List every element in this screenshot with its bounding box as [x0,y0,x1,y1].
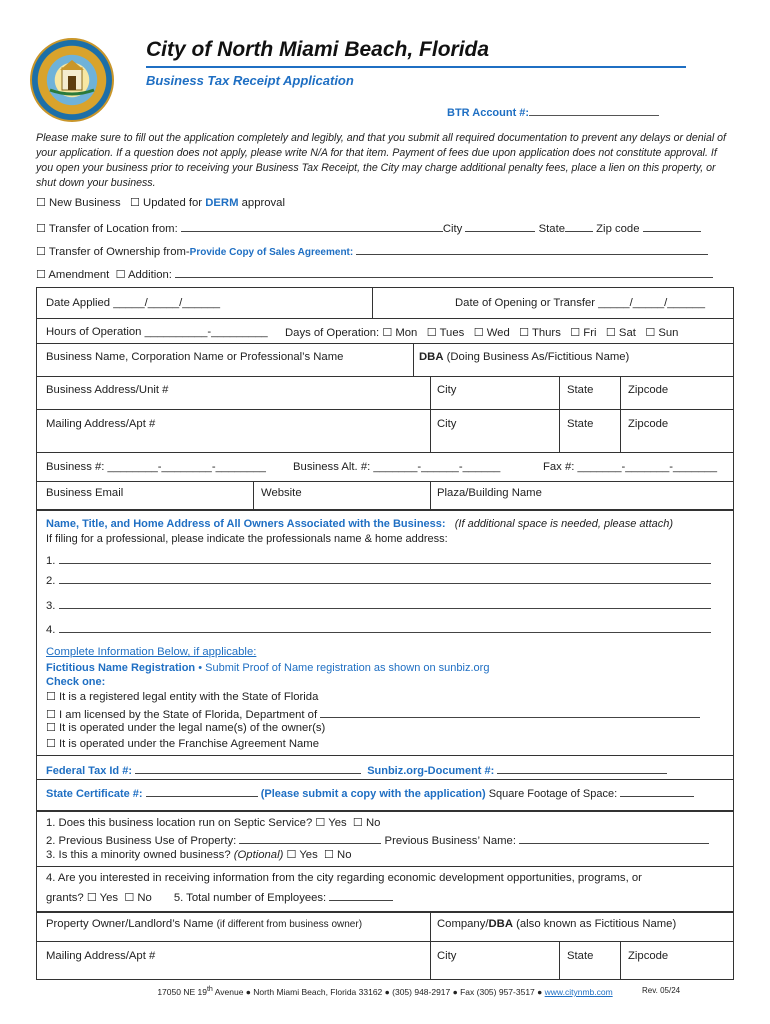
grants-label: grants? [46,892,84,904]
owner-input-2[interactable] [59,572,711,584]
septic-yes-checkbox[interactable]: ☐ [315,816,326,829]
table-divider [620,376,621,452]
owner-state-field[interactable]: State [567,950,594,962]
table-divider [36,376,734,377]
septic-no-checkbox[interactable]: ☐ [352,816,363,829]
company-dba-field[interactable] [437,918,676,930]
plaza-field[interactable]: Plaza/Building Name [437,487,542,499]
mon-checkbox[interactable]: ☐ [382,326,393,339]
mailing-city-field[interactable]: City [437,418,457,430]
mailing-address-field[interactable]: Mailing Address/Apt # [46,418,156,430]
transfer-location-row [36,220,701,235]
entity-label-3: It is operated under the legal name(s) of the owner(s) [59,722,326,734]
property-owner-field[interactable] [46,918,362,930]
department-input[interactable] [320,706,700,718]
transfer-ownership-input[interactable] [356,243,708,255]
submit-copy-label: (Please submit a copy with the application) [260,788,486,800]
dba-desc: (Doing Business As/Fictitious Name) [446,351,630,363]
transfer-zip-input[interactable] [643,220,701,232]
question-4-row [46,889,393,904]
addition-checkbox[interactable]: ☐ [115,268,126,281]
section-divider [36,866,734,867]
btr-account-label: BTR Account #: [447,107,530,119]
submit-proof-label: Submit Proof of Name registration as shown on sunbiz.org [205,662,490,674]
transfer-ownership-row [36,243,708,258]
entity-label-4: It is operated under the Franchise Agreement Name [59,738,319,750]
new-business-label: New Business [49,197,121,209]
table-divider [559,941,560,980]
sunbiz-label: Sunbiz.org-Document #: [367,765,495,777]
transfer-state-label: State [538,223,566,235]
optional-label: (Optional) [233,849,284,861]
entity-option-2[interactable] [46,706,700,721]
previous-name-input[interactable] [519,832,709,844]
fri-checkbox[interactable]: ☐ [570,326,581,339]
footer-contact: Avenue ● North Miami Beach, Florida 33162 ● (305) 948-2917 ● Fax (305) 957-3517 ● [214,986,543,997]
footer-website-link[interactable]: www.citynmb.com [544,986,613,997]
entity-option-3[interactable] [46,721,325,734]
table-divider [36,452,734,453]
hours-field[interactable]: Hours of Operation __________-_________ [46,326,268,338]
sun-label: Sun [658,327,679,339]
section-divider [36,755,734,756]
mon-label: Mon [395,327,418,339]
tues-checkbox[interactable]: ☐ [426,326,437,339]
table-divider [36,343,734,344]
entity-label-1: It is a registered legal entity with the State of Florida [59,691,319,703]
transfer-city-input[interactable] [465,220,535,232]
employees-input[interactable] [329,889,393,901]
business-address-field[interactable]: Business Address/Unit # [46,384,169,396]
approval-label: approval [241,197,285,209]
owner-line-1[interactable] [46,552,711,567]
question-3-row [46,848,352,861]
federal-tax-label: Federal Tax Id #: [46,765,132,777]
btr-account-field[interactable] [447,105,659,119]
section-divider [36,779,734,780]
owner-input-3[interactable] [59,597,711,609]
federal-tax-row [46,762,667,777]
mailing-zip-field[interactable]: Zipcode [628,418,669,430]
days-label: Days of Operation: [285,327,380,339]
fri-label: Fri [583,327,597,339]
date-opening-field[interactable]: Date of Opening or Transfer _____/_____/______ [455,297,705,309]
transfer-ownership-checkbox[interactable]: ☐ [36,245,46,258]
owners-heading: Name, Title, and Home Address of All Owners Associated with the Business [46,518,442,530]
transfer-location-label: Transfer of Location from: [48,223,178,235]
table-divider [430,912,431,980]
sat-label: Sat [618,327,636,339]
bullet: • [198,662,203,674]
grants-no-checkbox[interactable]: ☐ [124,891,135,904]
business-state-field[interactable]: State [567,384,594,396]
owners-colon: : [441,518,446,530]
revision-label: Rev. 05/24 [642,986,681,995]
no-label: No [365,817,381,829]
grants-yes-checkbox[interactable]: ☐ [86,891,97,904]
footer-th: th [206,985,213,993]
owner-number: 3. [46,600,56,612]
owner-input-4[interactable] [59,621,711,633]
question-4-label: 4. Are you interested in receiving information from the city regarding economic development opportunities, programs, or [46,872,642,884]
dba-field[interactable] [419,351,629,363]
website-field[interactable]: Website [261,487,302,499]
amendment-label: Amendment [48,269,110,281]
business-name-field[interactable]: Business Name, Corporation Name or Professional’s Name [46,351,344,363]
days-of-operation-row [285,326,678,339]
addition-label: Addition: [127,269,172,281]
table-divider [36,941,734,942]
page-subtitle: Business Tax Receipt Application [146,73,354,88]
owners-note: (If additional space is needed, please attach) [454,518,674,530]
square-footage-input[interactable] [620,785,694,797]
owner-line-3[interactable] [46,597,711,612]
amendment-row [36,266,713,281]
entity-checkbox-4[interactable]: ☐ [46,737,56,750]
owner-number: 4. [46,624,56,636]
title-divider [146,66,686,68]
if-different-label: (if different from business owner) [216,919,363,930]
aka-label: (also known as Fictitious Name) [516,918,677,930]
table-divider [36,481,734,482]
table-divider [620,941,621,980]
square-footage-label: Square Footage of Space: [488,788,618,800]
wed-label: Wed [486,327,510,339]
footer-address: 17050 NE 19 [157,986,207,997]
no-label: No [137,892,152,904]
entity-checkbox-1[interactable]: ☐ [46,690,56,703]
thurs-checkbox[interactable]: ☐ [519,326,530,339]
no-label: No [337,849,352,861]
seal-icon [32,40,112,120]
dba-label: DBA [419,351,444,363]
minority-no-checkbox[interactable]: ☐ [324,848,334,861]
wed-checkbox[interactable]: ☐ [473,326,484,339]
federal-tax-input[interactable] [135,762,361,774]
table-divider [36,409,734,410]
fax-field[interactable]: Fax #: _______-_______-_______ [543,461,717,473]
business-phone-field[interactable]: Business #: ________-________-________ [46,461,266,473]
business-email-field[interactable]: Business Email [46,487,124,499]
minority-yes-checkbox[interactable]: ☐ [286,848,297,861]
owner-line-2[interactable] [46,572,711,587]
owner-zip-field[interactable]: Zipcode [628,950,669,962]
complete-info-heading: Complete Information Below, if applicable: [46,646,257,658]
entity-label-2: I am licensed by the State of Florida, Department of [59,709,318,721]
amendment-checkbox[interactable]: ☐ [36,268,46,281]
date-applied-field[interactable]: Date Applied _____/_____/______ [46,297,221,309]
owner-line-4[interactable] [46,621,711,636]
transfer-location-input[interactable] [181,220,443,232]
business-alt-phone-field[interactable]: Business Alt. #: _______-______-______ [293,461,501,473]
fictitious-label: Fictitious Name Registration [46,662,196,674]
property-owner-label: Property Owner/Landlord’s Name [46,918,214,930]
table-divider [430,376,431,452]
btr-account-line[interactable] [529,105,659,116]
question-1-label: 1. Does this business location run on Septic Service? [46,817,313,829]
owners-heading-row [46,518,673,530]
owner-city-field[interactable]: City [437,950,457,962]
previous-use-input[interactable] [239,832,381,844]
sun-checkbox[interactable]: ☐ [645,326,656,339]
sunbiz-input[interactable] [497,762,667,774]
owner-number: 1. [46,555,56,567]
derm-label: DERM [205,197,239,209]
company-label: Company/ [437,918,489,930]
city-seal-logo [30,38,114,122]
state-certificate-row [46,785,694,800]
updated-for-label: Updated for [143,197,203,209]
business-city-field[interactable]: City [437,384,457,396]
owner-input-1[interactable] [59,552,711,564]
state-cert-input[interactable] [146,785,258,797]
table-divider [372,287,373,318]
transfer-state-input[interactable] [565,220,593,232]
table-divider [559,376,560,452]
table-divider [430,481,431,510]
provide-copy-label: Provide Copy of Sales Agreement: [189,247,354,258]
entity-checkbox-3[interactable]: ☐ [46,721,56,734]
fictitious-row [46,662,489,674]
page-title: City of North Miami Beach, Florida [146,38,490,61]
entity-option-1[interactable] [46,690,318,703]
check-one-label: Check one: [46,676,106,688]
sat-checkbox[interactable]: ☐ [605,326,616,339]
transfer-ownership-label: Transfer of Ownership from- [48,246,190,258]
dba-label: DBA [488,918,513,930]
question-1-row [46,816,380,829]
previous-name-label: Previous Business’ Name: [384,835,516,847]
question-2-label: 2. Previous Business Use of Property: [46,835,237,847]
application-type-row [36,196,285,209]
yes-label: Yes [328,817,347,829]
yes-label: Yes [99,892,119,904]
business-zip-field[interactable]: Zipcode [628,384,669,396]
table-divider [253,481,254,510]
owner-number: 2. [46,575,56,587]
table-divider [36,318,734,319]
updated-derm-checkbox[interactable]: ☐ [130,196,140,209]
question-2-row [46,832,709,847]
addition-input[interactable] [175,266,713,278]
business-info-table [36,287,734,510]
employees-label: 5. Total number of Employees: [173,892,327,904]
entity-checkbox-2[interactable]: ☐ [46,708,56,721]
state-cert-label: State Certificate #: [46,788,143,800]
table-divider [413,343,414,376]
professional-note: If filing for a professional, please indicate the professionals name & home address: [46,533,448,545]
question-3-label: 3. Is this a minority owned business? [46,849,231,861]
owner-mailing-field[interactable]: Mailing Address/Apt # [46,950,156,962]
entity-option-4[interactable] [46,737,319,750]
intro-paragraph: Please make sure to fill out the application completely and legibly, and that you submit all required documentation to prevent any delays or denial of your application. If a question does not apply, please write N/A for that item. Payment of fees due upon application does not constitute approval. If you open your business prior to receiving your Business Tax Receipt, the City may charge additional penalty fees, place a lien on this property, or shut down your business. [36,132,726,189]
tues-label: Tues [439,327,465,339]
new-business-checkbox[interactable]: ☐ [36,196,46,209]
thurs-label: Thurs [531,327,561,339]
transfer-zip-label: Zip code [596,223,640,235]
transfer-city-label: City [442,223,463,235]
yes-label: Yes [299,849,318,861]
transfer-location-checkbox[interactable]: ☐ [36,222,46,235]
mailing-state-field[interactable]: State [567,418,594,430]
